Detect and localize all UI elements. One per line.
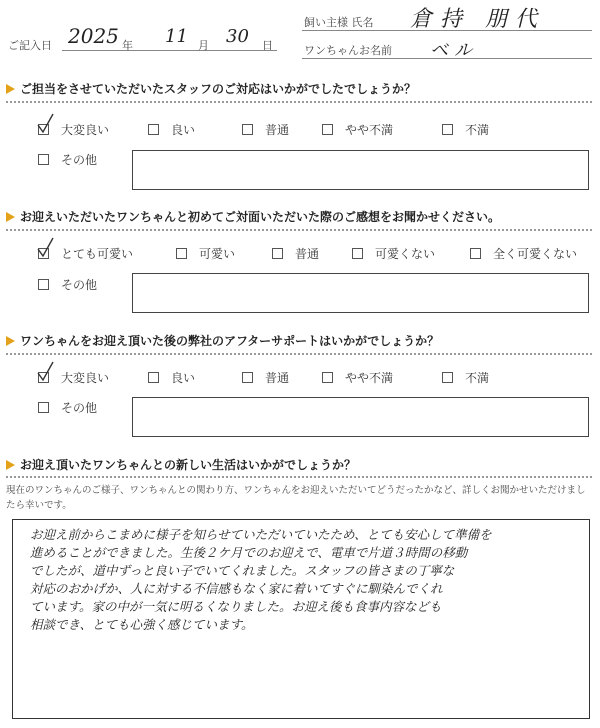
option-label: 良い [171, 371, 196, 385]
checkbox[interactable] [442, 124, 453, 135]
answer-line: お迎え前からこまめに様子を知らせていただいていたため、とても安心して準備を [30, 527, 492, 542]
q3-option-5[interactable] [442, 369, 489, 386]
q1-option-3[interactable] [242, 121, 289, 138]
q3-option-3[interactable] [242, 369, 289, 386]
checkbox[interactable] [322, 124, 333, 135]
q1-option-4[interactable] [322, 121, 393, 138]
question-4-title [6, 456, 356, 473]
q2-option-3[interactable] [272, 245, 319, 262]
q2-option-2[interactable] [176, 245, 235, 262]
date-year: 2025 [68, 24, 119, 48]
q3-option-other[interactable] [38, 399, 97, 416]
answer-line: ています。家の中が一気に明るくなりました。お迎え後も食事内容なども [30, 599, 442, 614]
answer-line: 進めることができました。生後２ケ月でのお迎えで、電車で片道３時間の移動 [30, 545, 468, 560]
option-label: やや不満 [345, 371, 394, 385]
date-underline [62, 50, 277, 51]
question-3-title [6, 332, 439, 349]
triangle-bullet-icon [6, 212, 15, 222]
answer-line: 対応のおかげか、人に対する不信感もなく家に着いてすぐに馴染んでくれ [30, 581, 443, 596]
option-label: 普通 [265, 123, 290, 137]
q3-option-1[interactable] [38, 369, 109, 386]
checkbox[interactable] [352, 248, 363, 259]
checkbox[interactable] [470, 248, 481, 259]
option-label: 不満 [465, 371, 490, 385]
checkbox[interactable] [38, 372, 49, 383]
description-line: 現在のワンちゃんのご様子、ワンちゃんとの関わり方、ワンちゃんをお迎えいただいてどうだったかなど、詳しくお聞かせいただけまし [6, 485, 586, 496]
date-month: 11 [165, 26, 188, 47]
date-month-unit: 月 [198, 39, 209, 52]
question-3-text: ワンちゃんをお迎え頂いた後の弊社のアフターサポートはいかがでしょうか？ [20, 334, 440, 348]
divider [6, 229, 592, 231]
q2-option-4[interactable] [352, 245, 435, 262]
checkbox[interactable] [322, 372, 333, 383]
option-label: やや不満 [345, 123, 394, 137]
checkbox[interactable] [272, 248, 283, 259]
triangle-bullet-icon [6, 84, 15, 94]
date-day: 30 [226, 26, 249, 47]
option-label: 不満 [465, 123, 490, 137]
option-label: 良い [171, 123, 196, 137]
option-label: とても可愛い [61, 247, 134, 261]
checkbox[interactable] [38, 124, 49, 135]
triangle-bullet-icon [6, 336, 15, 346]
checkbox[interactable] [148, 372, 159, 383]
option-label: その他 [61, 401, 98, 415]
divider [6, 476, 592, 478]
date-label: ご記入日 [8, 39, 52, 52]
dog-label: ワンちゃんお名前 [304, 44, 392, 57]
option-label: 普通 [295, 247, 320, 261]
option-label: 普通 [265, 371, 290, 385]
q2-option-5[interactable] [470, 245, 577, 262]
triangle-bullet-icon [6, 460, 15, 470]
q1-option-2[interactable] [148, 121, 195, 138]
question-2-text: お迎えいただいたワンちゃんと初めてご対面いただいた際のご感想をお聞かせください。 [20, 210, 501, 224]
option-label: 全く可愛くない [493, 247, 578, 261]
checkbox[interactable] [176, 248, 187, 259]
date-day-unit: 日 [262, 39, 273, 52]
divider [6, 101, 592, 103]
checkbox[interactable] [38, 402, 49, 413]
checkbox[interactable] [148, 124, 159, 135]
checkbox[interactable] [442, 372, 453, 383]
owner-name: 倉持 朋代 [410, 7, 545, 32]
option-label: 可愛い [199, 247, 236, 261]
option-label: その他 [61, 153, 98, 167]
option-label: 大変良い [61, 371, 110, 385]
q3-option-2[interactable] [148, 369, 195, 386]
checkbox[interactable] [242, 124, 253, 135]
answer-line: でしたが、道中ずっと良い子でいてくれました。スタッフの皆さまの丁寧な [30, 563, 455, 578]
question-4-description [6, 483, 586, 513]
checkbox[interactable] [38, 279, 49, 290]
answer-line: 相談でき、とても心強く感じています。 [30, 617, 254, 632]
checkbox[interactable] [242, 372, 253, 383]
option-label: その他 [61, 278, 98, 292]
check-mark-icon [37, 361, 55, 383]
question-1-text: ご担当をさせていただいたスタッフのご対応はいかがでしたでしょうか？ [20, 82, 417, 96]
q3-option-4[interactable] [322, 369, 393, 386]
description-line: たら幸いです。 [6, 500, 72, 511]
divider [6, 353, 592, 355]
date-year-unit: 年 [122, 39, 133, 52]
checkbox[interactable] [38, 154, 49, 165]
option-label: 大変良い [61, 123, 110, 137]
q1-option-5[interactable] [442, 121, 489, 138]
option-label: 可愛くない [375, 247, 436, 261]
q2-option-other[interactable] [38, 276, 97, 293]
dog-name: ベル [430, 40, 478, 61]
q3-other-input[interactable] [132, 397, 589, 437]
checkbox[interactable] [38, 248, 49, 259]
q2-other-input[interactable] [132, 273, 589, 313]
question-2-title [6, 208, 500, 225]
check-mark-icon [37, 237, 55, 259]
q1-option-1[interactable] [38, 121, 109, 138]
q2-option-1[interactable] [38, 245, 133, 262]
q1-other-input[interactable] [132, 150, 589, 190]
question-4-text: お迎え頂いたワンちゃんとの新しい生活はいかがでしょうか？ [20, 458, 357, 472]
check-mark-icon [37, 113, 55, 135]
question-1-title [6, 80, 416, 97]
q1-option-other[interactable] [38, 151, 97, 168]
owner-label: 飼い主様 氏名 [304, 16, 374, 29]
